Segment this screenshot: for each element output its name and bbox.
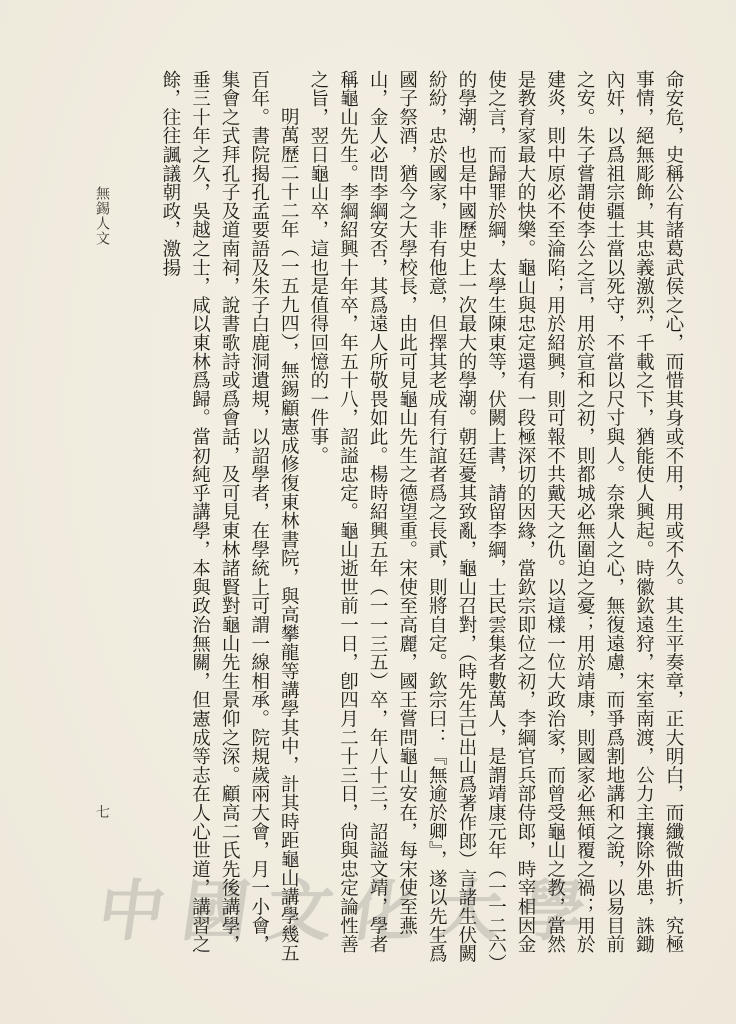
running-title: 無錫人文 bbox=[94, 186, 110, 246]
body-text bbox=[88, 70, 688, 970]
page-number: 七 bbox=[96, 805, 110, 821]
paragraph-2: 明萬歷二十二年（一五九四），無錫顧憲成修復東林書院，與高攀龍等講學其中，計其時距龜山講學幾五百年。書院揭孔孟要語及朱子白鹿洞遺規，以詔學者，在學統上可謂一線相承。院規歲兩大會，月一小會，集會之式拜孔子及道南祠，說書歌詩或爲會話，及可見東林諸賢對龜山先生景仰之深。顧高二氏先後講學，垂三十年之久，吳越之士，咸以東林爲歸。當初純乎講學，本與政治無關，但憲成等志在人心世道，講習之餘，往往諷議朝政，激揚 bbox=[159, 70, 300, 963]
paragraph-1: 命安危，史稱公有諸葛武侯之心，而惜其身或不用，用或不久。其生平奏章，正大明白，而纖微曲折，究極事情，絕無彫飾，其忠義激烈，千載之下，猶能使人興起。時徽欽遠狩，宋室南渡，公力主攘除外患，誅鋤內奸，以爲祖宗疆土當以死守，不當以尺寸與人。奈衆人之心，無復遠慮，而爭爲割地講和之說，以易目前之安。朱子嘗謂使李公之言，用於宣和之初，則都城必無圍迫之憂；用於靖康，則國家必無傾覆之禍；用於建炎，則中原必不至淪陷；用於紹興，則可報不共戴天之仇。以這樣一位大政治家，而曾受龜山之教，當然是教育家最大的快樂。龜山與忠定還有一段極深切的因緣，當欽宗即位之初，李綱官兵部侍郎，時宰相因金使之言，而歸罪於綱，太學生陳東等，伏闕上書，請留李綱，士民雲集者數萬人，是謂靖康元年（一一二六）的學潮，也是中國歷史上一次最大的學潮。朝廷憂其致亂，龜山召對，（時先生已出山爲著作郎）言諸生伏闕紛紛，忠於國家，非有他意，但擇其老成有行誼者爲之長貳，則將自定。欽宗曰：『無逾於卿』，遂以先生爲國子祭酒，猶今之大學校長，由此可見龜山先生之德望重。宋使至高麗，國王嘗問龜山安在，每宋使至燕山，金人必問李綱安否，其爲遠人所敬畏如此。楊時紹興五年（一一三五）卒，年八十三，詔謚文靖，學者稱龜山先生。李綱紹興十年卒，年五十八，詔謚忠定。龜山逝世前一日，卽四月二十三日，尙與忠定論性善之旨，翌日龜山卒，這也是值得回憶的一件事。 bbox=[307, 70, 684, 964]
watermark: 中國文化大學 bbox=[93, 873, 609, 950]
